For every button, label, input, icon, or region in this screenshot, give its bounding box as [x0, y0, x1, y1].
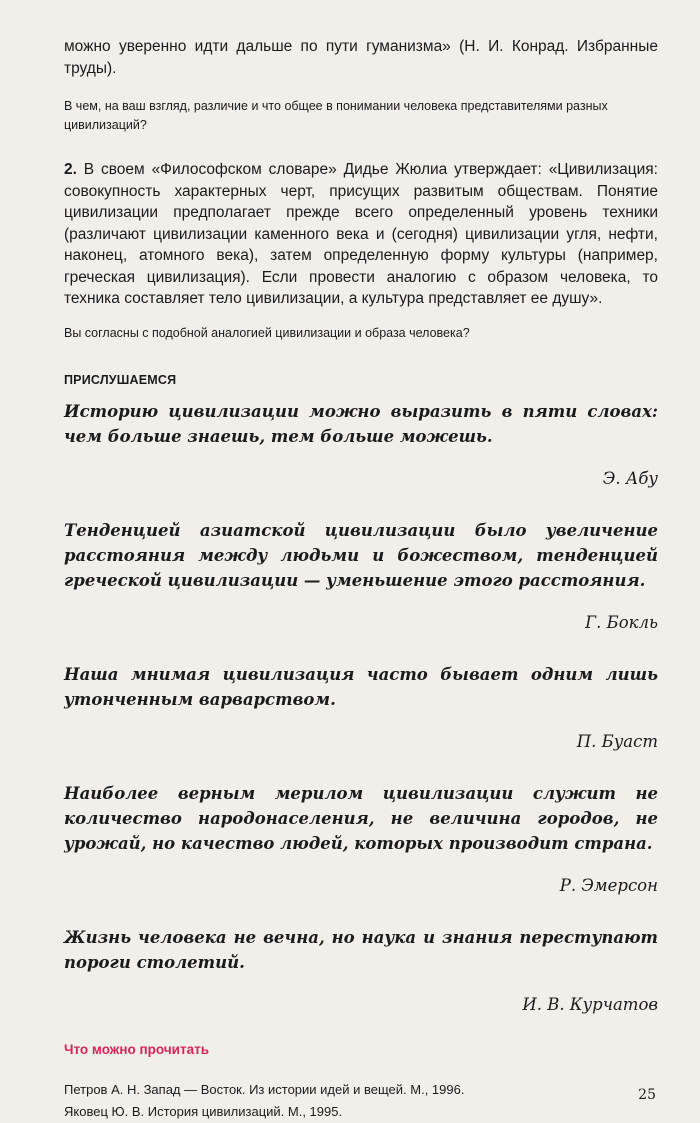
- quote-block: [64, 925, 658, 1014]
- question-2: Вы согласны с подобной аналогией цивилизации и образа человека?: [64, 325, 470, 340]
- quote-author: Г. Бокль: [585, 612, 658, 632]
- page-content: [64, 36, 658, 1123]
- reading-item: Яковец Ю. В. История цивилизаций. М., 1995.: [64, 1103, 343, 1119]
- quote-block: [64, 518, 658, 632]
- quote-block: [64, 399, 658, 488]
- quote-text: Историю цивилизации можно выразить в пяти словах: чем больше знаешь, тем больше можешь.: [64, 401, 658, 446]
- listen-heading: ПРИСЛУШАЕМСЯ: [64, 372, 177, 387]
- task-2-text: В своем «Философском словаре» Дидье Жюлиа утверждает: «Цивилизация: совокупность характерных черт, присущих развитым обществам. Понятие цивилизации предполагает прежде всего определенный уровень техники (различают цивилизации каменного века и (сегодня) цивилизации угля, нефти, наконец, атомного века), затем определенную форму культуры (например, греческая цивилизация). Если провести аналогию с образом человека, то техника составляет тело цивилизации, а культура представляет ее душу».: [64, 161, 658, 307]
- quote-block: [64, 781, 658, 895]
- quote-text: Наша мнимая цивилизация часто бывает одним лишь утонченным варварством.: [64, 664, 658, 709]
- quote-text: Жизнь человека не вечна, но наука и знания переступают пороги столетий.: [64, 927, 658, 972]
- question-1: В чем, на ваш взгляд, различие и что общее в понимании человека представителями разных цивилизаций?: [64, 99, 608, 132]
- task-2-paragraph: [64, 159, 658, 310]
- quote-author: Э. Абу: [602, 468, 658, 488]
- quote-author: П. Буаст: [576, 731, 658, 751]
- intro-paragraph: можно уверенно идти дальше по пути гуманизма» (Н. И. Конрад. Избранные труды).: [64, 38, 658, 77]
- page-number: 25: [638, 1087, 656, 1103]
- quote-text: Тенденцией азиатской цивилизации было увеличение расстояния между людьми и божеством, тенденцией греческой цивилизации — уменьшение этого расстояния.: [64, 520, 658, 590]
- quote-block: [64, 662, 658, 751]
- quote-author: Р. Эмерсон: [559, 875, 658, 895]
- task-2-number: 2.: [64, 161, 77, 178]
- reading-item: Петров А. Н. Запад — Восток. Из истории идей и вещей. М., 1996.: [64, 1081, 465, 1097]
- reading-title: Что можно прочитать: [64, 1041, 209, 1057]
- quote-author: И. В. Курчатов: [522, 994, 658, 1014]
- quote-text: Наиболее верным мерилом цивилизации служит не количество народонаселения, не величина городов, не урожай, но качество людей, которых производит страна.: [64, 783, 658, 853]
